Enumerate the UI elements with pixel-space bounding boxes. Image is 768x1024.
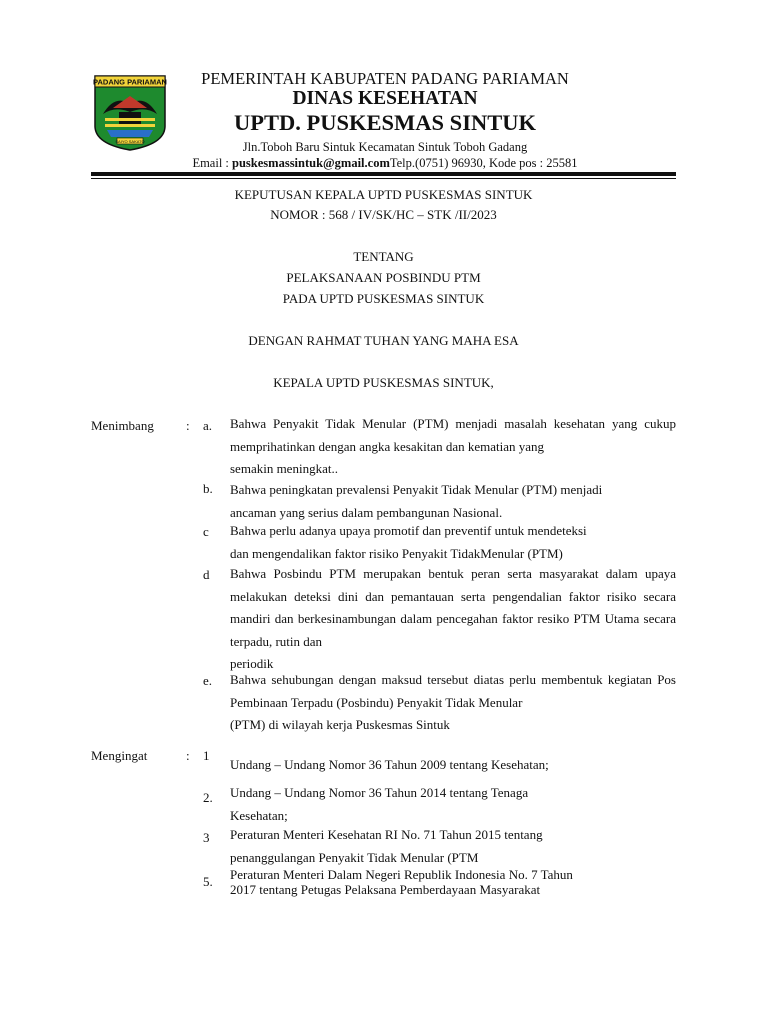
item-text: Bahwa sehubungan dengan maksud tersebut diatas perlu membentuk kegiatan Pos Pembinaan Terpadu (Posbindu) Penyakit Tidak Menular (230, 672, 676, 710)
item-marker: a. (203, 418, 213, 433)
logo-banner-text: PADANG PARIAMAN (93, 77, 167, 87)
section-colon: : (186, 748, 190, 763)
item-marker: d (203, 567, 210, 582)
item-marker: 1 (203, 748, 210, 763)
item-text: Peraturan Menteri Kesehatan RI No. 71 Tahun 2015 tentang (230, 827, 543, 842)
legal-basis-item (230, 757, 549, 773)
item-marker: b. (203, 481, 213, 496)
logo-ribbon-text: SAIYO SAKATO (115, 139, 145, 144)
item-text-last: penanggulangan Penyakit Tidak Menular (PTM (230, 849, 479, 865)
section-label-menimbang: Menimbang (91, 418, 154, 433)
item-text: Peraturan Menteri Dalam Negeri Republik Indonesia No. 7 Tahun (230, 867, 573, 882)
item-text: Bahwa Penyakit Tidak Menular (PTM) menjadi masalah kesehatan yang cukup memprihatinkan dengan angka kesakitan dan kematian yang (230, 416, 676, 454)
legal-basis-item (230, 782, 676, 827)
item-marker: 3 (203, 830, 210, 845)
institution-name: UPTD. PUSKESMAS SINTUK (234, 110, 536, 135)
section-label-mengingat: Mengingat (91, 748, 148, 763)
item-text-last: semakin meningkat.. (230, 461, 338, 476)
item-text-last: ancaman yang serius dalam pembangunan Nasional. (230, 504, 503, 520)
regency-logo (93, 74, 167, 152)
consideration-item (230, 520, 676, 565)
item-marker: 5. (203, 874, 213, 889)
phone-postcode: Telp.(0751) 96930, Kode pos : 25581 (389, 156, 578, 170)
legal-basis-item (230, 867, 676, 897)
item-text: Undang – Undang Nomor 36 Tahun 2014 tentang Tenaga (230, 785, 529, 800)
item-marker: e. (203, 673, 213, 688)
subject-line-2: PADA UPTD PUSKESMAS SINTUK (282, 291, 485, 306)
about-heading: TENTANG (353, 249, 414, 264)
address-line: Jln.Toboh Baru Sintuk Kecamatan Sintuk Toboh Gadang (242, 140, 528, 154)
consideration-item (230, 479, 676, 524)
consideration-item (230, 413, 676, 481)
subject-line-1: PELAKSANAAN POSBINDU PTM (286, 270, 481, 285)
government-name: PEMERINTAH KABUPATEN PADANG PARIAMAN (201, 69, 569, 88)
item-text: Bahwa peningkatan prevalensi Penyakit Tidak Menular (PTM) menjadi (230, 482, 603, 497)
email-address: puskesmassintuk@gmail.com (232, 156, 390, 170)
contact-line (175, 156, 595, 171)
item-text-last: (PTM) di wilayah kerja Puskesmas Sintuk (230, 717, 450, 732)
item-text: Bahwa Posbindu PTM merupakan bentuk peran serta masyarakat dalam upaya melakukan deteksi dini dan pemantauan serta pengendalian faktor risiko secara mandiri dan berkesinambungan dalam pencegahan faktor resiko PTM Utama secara terpadu, rutin dan (230, 566, 676, 649)
consideration-item (230, 563, 676, 676)
item-text-last: 2017 tentang Petugas Pelaksana Pemberdayaan Masyarakat (230, 882, 541, 897)
letterhead-rule-thin (91, 178, 676, 179)
section-colon: : (186, 418, 190, 433)
item-marker: 2. (203, 790, 213, 805)
item-text-last: Undang – Undang Nomor 36 Tahun 2009 tentang Kesehatan; (230, 757, 549, 772)
blessing-line: DENGAN RAHMAT TUHAN YANG MAHA ESA (248, 333, 519, 348)
issuer-line: KEPALA UPTD PUSKESMAS SINTUK, (273, 375, 494, 390)
item-marker: c (203, 524, 209, 539)
item-text-last: dan mengendalikan faktor risiko Penyakit TidakMenular (PTM) (230, 545, 563, 561)
item-text: Bahwa perlu adanya upaya promotif dan preventif untuk mendeteksi (230, 523, 587, 538)
legal-basis-item (230, 824, 676, 869)
agency-name: DINAS KESEHATAN (292, 88, 478, 109)
item-text-last: Kesehatan; (230, 807, 288, 823)
item-text-last: periodik (230, 656, 274, 671)
decree-number: NOMOR : 568 / IV/SK/HC – STK /II/2023 (270, 207, 497, 222)
email-label: Email : (192, 156, 233, 170)
decree-title: KEPUTUSAN KEPALA UPTD PUSKESMAS SINTUK (234, 187, 533, 202)
letterhead-rule-thick (91, 172, 676, 176)
consideration-item (230, 669, 676, 737)
